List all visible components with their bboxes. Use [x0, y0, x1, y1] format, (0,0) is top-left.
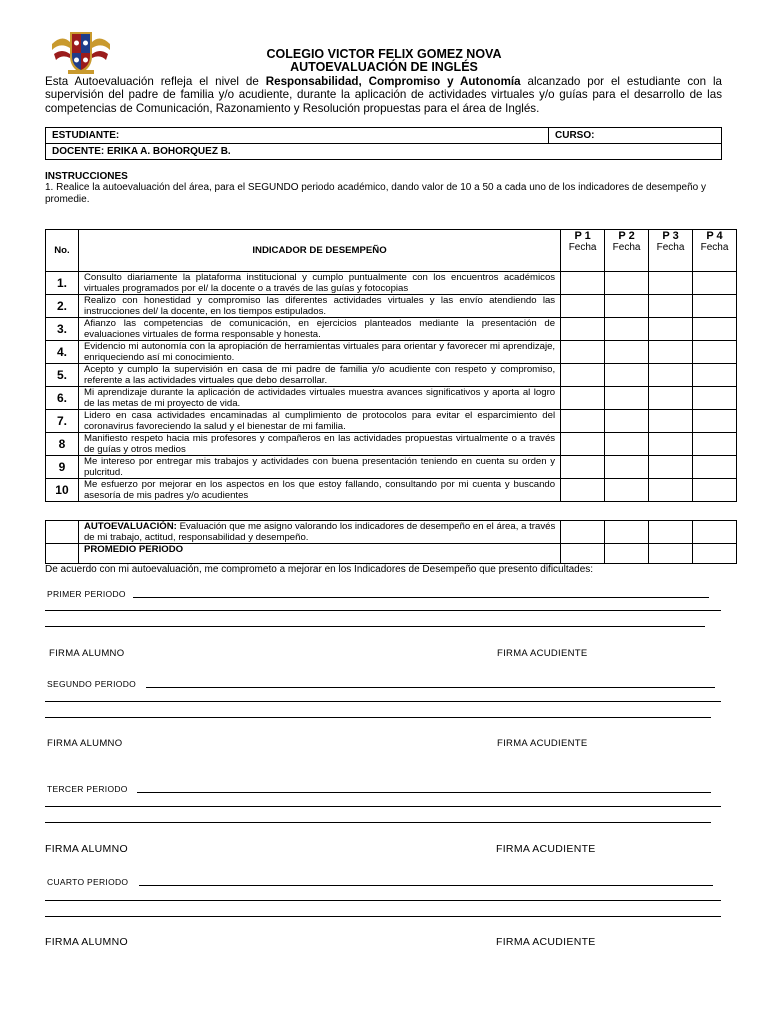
score-cell[interactable]: [693, 433, 737, 456]
score-cell[interactable]: [561, 364, 605, 387]
writing-line[interactable]: [146, 687, 715, 688]
student-field[interactable]: ESTUDIANTE:: [46, 128, 549, 144]
indicator-header: INDICADOR DE DESEMPEÑO: [78, 230, 560, 272]
student-signature-label: FIRMA ALUMNO: [45, 843, 128, 855]
average-cell[interactable]: [605, 544, 649, 564]
row-number: 7.: [46, 410, 79, 433]
score-cell[interactable]: [605, 387, 649, 410]
auto-score-cell[interactable]: [561, 521, 605, 544]
intro-bold: Responsabilidad, Compromiso y Autonomía: [265, 75, 521, 88]
row-number: 1.: [46, 272, 79, 295]
score-cell[interactable]: [649, 272, 693, 295]
summary-table: [45, 520, 737, 564]
score-cell[interactable]: [693, 341, 737, 364]
guardian-signature-label: FIRMA ACUDIENTE: [497, 648, 588, 659]
school-name: COLEGIO VICTOR FELIX GOMEZ NOVA: [266, 47, 502, 61]
guardian-signature-label: FIRMA ACUDIENTE: [497, 738, 588, 749]
score-cell[interactable]: [605, 341, 649, 364]
score-cell[interactable]: [693, 410, 737, 433]
period-label-4: CUARTO PERIODO: [47, 877, 129, 887]
score-cell[interactable]: [561, 387, 605, 410]
score-cell[interactable]: [649, 456, 693, 479]
indicator-text: Realizo con honestidad y compromiso las diferentes actividades virtuales y las envío atendiendo las instrucciones del/ la docente, en los tiempos estipulados.: [78, 295, 560, 318]
intro-text-1: Esta Autoevaluación refleja el nivel de: [45, 75, 266, 88]
score-cell[interactable]: [649, 479, 693, 502]
score-cell[interactable]: [693, 479, 737, 502]
score-cell[interactable]: [693, 295, 737, 318]
indicator-text: Afianzo las competencias de comunicación, en ejercicios planteados mediante la presentación de evaluaciones virtuales de forma responsable y honesta.: [78, 318, 560, 341]
indicators-table: [45, 229, 737, 502]
summary-empty-cell: [46, 544, 79, 564]
summary-empty-cell: [46, 521, 79, 544]
table-row: [46, 341, 737, 364]
score-cell[interactable]: [605, 433, 649, 456]
score-cell[interactable]: [561, 341, 605, 364]
score-cell[interactable]: [649, 295, 693, 318]
indicator-text: Lidero en casa actividades encaminadas al cumplimiento de protocolos para evitar el esparcimiento del coronavirus favoreciendo la salud y el bienestar de mi familia.: [78, 410, 560, 433]
indicator-text: Mi aprendizaje durante la aplicación de actividades virtuales muestra avances significativos y aporta al logro de las metas de mi proyecto de vida.: [78, 387, 560, 410]
indicator-text: Evidencio mi autonomía con la apropiación de herramientas virtuales para orientar y favorecer mi aprendizaje, enriqueciendo así mi conocimiento.: [78, 341, 560, 364]
guardian-signature-label: FIRMA ACUDIENTE: [496, 843, 596, 855]
indicator-text: Me intereso por entregar mis trabajos y actividades con buena presentación teniendo en cuenta su orden y pulcritud.: [78, 456, 560, 479]
score-cell[interactable]: [693, 456, 737, 479]
score-cell[interactable]: [649, 433, 693, 456]
period-header-3: P 3 Fecha: [649, 230, 693, 272]
course-field[interactable]: CURSO:: [549, 128, 722, 144]
table-row: [46, 479, 737, 502]
document-title: AUTOEVALUACIÓN DE INGLÉS: [290, 60, 478, 74]
writing-line[interactable]: [133, 597, 709, 598]
period-label-2: SEGUNDO PERIODO: [47, 679, 137, 689]
score-cell[interactable]: [561, 456, 605, 479]
writing-line[interactable]: [45, 610, 721, 611]
writing-line[interactable]: [139, 885, 713, 886]
average-cell[interactable]: [649, 544, 693, 564]
score-cell[interactable]: [561, 272, 605, 295]
writing-line[interactable]: [45, 822, 711, 823]
teacher-field: DOCENTE: ERIKA A. BOHORQUEZ B.: [46, 144, 722, 160]
score-cell[interactable]: [605, 272, 649, 295]
score-cell[interactable]: [605, 295, 649, 318]
no-header: No.: [46, 230, 79, 272]
score-cell[interactable]: [561, 410, 605, 433]
table-row: [46, 295, 737, 318]
score-cell[interactable]: [693, 318, 737, 341]
table-row: [46, 318, 737, 341]
table-row: [46, 456, 737, 479]
guardian-signature-label: FIRMA ACUDIENTE: [496, 936, 596, 948]
auto-score-cell[interactable]: [605, 521, 649, 544]
score-cell[interactable]: [649, 410, 693, 433]
writing-line[interactable]: [45, 701, 721, 702]
score-cell[interactable]: [693, 387, 737, 410]
score-cell[interactable]: [693, 272, 737, 295]
row-number: 3.: [46, 318, 79, 341]
commitment-text: De acuerdo con mi autoevaluación, me comprometo a mejorar en los Indicadores de Desempeño que presento dificultades:: [45, 564, 594, 575]
score-cell[interactable]: [649, 318, 693, 341]
table-row: [46, 364, 737, 387]
score-cell[interactable]: [561, 318, 605, 341]
student-info-table: [45, 127, 722, 160]
period-header-1: P 1 Fecha: [561, 230, 605, 272]
period-header-2: P 2 Fecha: [605, 230, 649, 272]
score-cell[interactable]: [693, 364, 737, 387]
score-cell[interactable]: [561, 479, 605, 502]
indicator-text: Consulto diariamente la plataforma institucional y cumplo puntualmente con los encuentros académicos virtuales programados por el/ la docente o a través de las guías y fotocopias: [78, 272, 560, 295]
period-label-3: TERCER PERIODO: [47, 784, 128, 794]
score-cell[interactable]: [649, 364, 693, 387]
score-cell[interactable]: [649, 387, 693, 410]
indicator-text: Me esfuerzo por mejorar en los aspectos en los que estoy fallando, consultando por mi cuenta y buscando asesoría de mis padres y/o acudientes: [78, 479, 560, 502]
instructions-heading: INSTRUCCIONES: [45, 171, 128, 182]
auto-score-cell[interactable]: [693, 521, 737, 544]
score-cell[interactable]: [561, 433, 605, 456]
row-number: 5.: [46, 364, 79, 387]
writing-line[interactable]: [45, 806, 721, 807]
period-header-4: P 4 Fecha: [693, 230, 737, 272]
average-cell[interactable]: [561, 544, 605, 564]
table-row: [46, 410, 737, 433]
intro-text-2: alcanzado por el estudiante con la supervisión del padre de familia y/o acudiente, durante la aplicación de actividades virtuales y/o guías para el desarrollo de las competencias de Comunicación, Razonamiento y Resolución propuestas para el área de Inglés.: [45, 75, 722, 115]
student-signature-label: FIRMA ALUMNO: [49, 648, 125, 659]
intro-paragraph: [45, 75, 722, 115]
score-cell[interactable]: [605, 410, 649, 433]
auto-score-cell[interactable]: [649, 521, 693, 544]
period-label-1: PRIMER PERIODO: [47, 589, 126, 599]
row-number: 10: [46, 479, 79, 502]
period-average-label: PROMEDIO PERIODO: [78, 544, 560, 564]
row-number: 4.: [46, 341, 79, 364]
writing-line[interactable]: [45, 916, 721, 917]
score-cell[interactable]: [561, 295, 605, 318]
writing-line[interactable]: [137, 792, 711, 793]
score-cell[interactable]: [649, 341, 693, 364]
table-row: [46, 433, 737, 456]
row-number: 6.: [46, 387, 79, 410]
student-signature-label: FIRMA ALUMNO: [47, 738, 123, 749]
row-number: 2.: [46, 295, 79, 318]
indicator-text: Manifiesto respeto hacia mis profesores y compañeros en las actividades propuestas virtualmente o a través de guías y otros medios: [78, 433, 560, 456]
table-row: [46, 272, 737, 295]
score-cell[interactable]: [605, 364, 649, 387]
indicator-text: Acepto y cumplo la supervisión en casa de mi padre de familia y/o acudiente con respeto y compromiso, referente a las actividades virtuales que debo desarrollar.: [78, 364, 560, 387]
self-evaluation-text: AUTOEVALUACIÓN: Evaluación que me asigno valorando los indicadores de desempeño en el área, a través de mi trabajo, actitud, responsabilidad y desempeño.: [78, 521, 560, 544]
row-number: 8: [46, 433, 79, 456]
table-row: [46, 387, 737, 410]
score-cell[interactable]: [605, 318, 649, 341]
student-signature-label: FIRMA ALUMNO: [45, 936, 128, 948]
writing-line[interactable]: [45, 900, 721, 901]
instructions-text: 1. Realice la autoevaluación del área, para el SEGUNDO periodo académico, dando valor de 10 a 50 a cada uno de los indicadores de desempeño y promedie.: [45, 182, 706, 205]
writing-line[interactable]: [45, 717, 711, 718]
score-cell[interactable]: [605, 479, 649, 502]
writing-line[interactable]: [45, 626, 705, 627]
average-cell[interactable]: [693, 544, 737, 564]
row-number: 9: [46, 456, 79, 479]
score-cell[interactable]: [605, 456, 649, 479]
